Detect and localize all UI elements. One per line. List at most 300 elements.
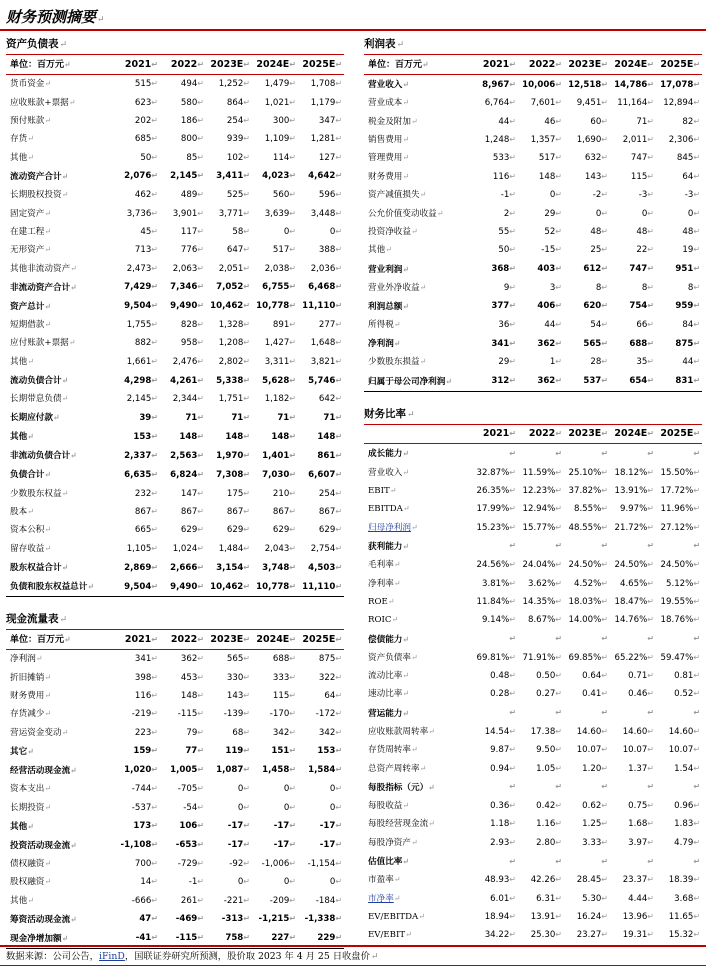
balance-cell: 1,751↵: [218, 394, 250, 405]
financial-ratios-table: [364, 405, 702, 946]
income-row-label-text: 税金及附加: [368, 116, 411, 127]
balance-cell-text: 6,468: [308, 282, 336, 293]
ratios-cell-text: 2.93: [490, 837, 510, 848]
ratios-cell-text: 15.23%: [476, 522, 510, 533]
balance-cell-text: 882: [134, 338, 152, 349]
ratios-cell: 14.54↵: [484, 726, 516, 737]
ratios-cell: 24.04%↵: [522, 560, 562, 571]
balance-cell-text: 45: [140, 226, 152, 237]
cashflow-row-label: 资本支出↵: [10, 784, 52, 795]
ratios-cell-text: 26.35%: [476, 485, 510, 496]
ratios-row: [364, 834, 702, 852]
balance-cell: 347↵: [318, 115, 343, 126]
balance-cell-text: 71: [323, 412, 336, 423]
cashflow-cell-text: 227: [271, 933, 290, 944]
ratios-row-label: 营运能力↵: [368, 707, 410, 719]
cashflow-row-label-text: 股权融资: [10, 877, 45, 888]
cashflow-cell-text: -170: [269, 709, 290, 720]
balance-cell-text: 4,503: [308, 562, 336, 573]
ratios-cell-text: 4.65%: [619, 578, 648, 589]
cashflow-row-label-text: 净利润: [10, 654, 36, 665]
balance-row-label: 其他非流动资产↵: [10, 263, 77, 274]
ratios-cell-text: 28.45: [576, 875, 602, 886]
income-cell: 362↵: [518, 372, 564, 392]
cashflow-cell-text: -1,215: [258, 914, 290, 925]
ratios-year-header: 2025E↵: [656, 425, 702, 444]
cashflow-cell-text: 0: [283, 784, 290, 795]
balance-cell: 202↵: [134, 115, 158, 126]
cashflow-cell: 148↵: [180, 690, 204, 701]
cashflow-cell: 688↵: [272, 654, 296, 665]
income-cell-text: 8: [687, 282, 694, 293]
ratios-cell-empty: ↵: [647, 708, 654, 718]
ratios-cell: 15.23%↵: [476, 522, 516, 533]
ratios-cell-text: 9.50: [536, 745, 556, 756]
balance-cell-text: 1,401: [262, 450, 290, 461]
ratios-row-label: 偿债能力↵: [368, 633, 410, 645]
balance-row: [6, 484, 344, 502]
balance-cell: 1,252↵: [218, 79, 250, 90]
income-cell-text: 60: [590, 116, 602, 127]
ratios-cell-empty: ↵: [601, 708, 608, 718]
balance-cell-text: 1,751: [218, 394, 244, 405]
ratios-cell-empty: ↵: [693, 708, 701, 718]
cashflow-cell-text: -17: [227, 840, 244, 851]
balance-cell: 2,344↵: [172, 394, 204, 405]
income-cell-text: 959: [675, 301, 694, 312]
ratios-cell-empty: ↵: [693, 634, 701, 644]
balance-row-label: 非流动负债合计↵: [10, 450, 77, 462]
income-cell-text: 36: [498, 320, 510, 331]
cashflow-cell: -92↵: [229, 858, 250, 869]
cashflow-cell-text: 0: [237, 877, 244, 888]
cashflow-cell-text: 159: [133, 746, 152, 757]
income-cell-text: 84: [682, 320, 694, 331]
balance-row-label: 其他↵: [10, 356, 34, 367]
ratios-row: [364, 519, 702, 537]
balance-row: [6, 130, 344, 148]
cashflow-year-header: 2025E↵: [298, 630, 344, 650]
balance-cell-text: 202: [134, 115, 152, 126]
income-cell: 747↵: [630, 153, 654, 164]
balance-cell: 148↵: [179, 431, 204, 442]
cashflow-cell-text: 688: [272, 654, 290, 665]
balance-cell: 2,563↵: [170, 450, 204, 461]
cashflow-cell-text: 1,087: [216, 765, 244, 776]
cashflow-row: [6, 798, 344, 816]
income-cell-text: -1: [500, 190, 510, 201]
ratios-row-label-text: 市净率: [368, 893, 394, 904]
balance-cell-text: 10,778: [256, 301, 290, 312]
income-cell-text: 29: [498, 357, 510, 368]
ratios-cell-empty: ↵: [555, 634, 562, 644]
ratios-row: [364, 667, 702, 685]
ratios-cell-empty: ↵: [693, 856, 701, 866]
balance-cell: 2,869↵: [124, 562, 158, 573]
balance-cell-text: 629: [272, 525, 290, 536]
balance-cell: 6,607↵: [308, 469, 343, 480]
income-cell-text: 341: [491, 338, 510, 349]
balance-cell: 800↵: [180, 134, 204, 145]
balance-cell: 10,462↵: [206, 577, 252, 597]
income-cell: 951↵: [675, 264, 701, 275]
cashflow-cell: -1,108↵: [120, 840, 158, 851]
cashflow-year-header: 2024E↵: [252, 630, 298, 650]
balance-row: [6, 93, 344, 111]
balance-row-label: 存货↵: [10, 134, 34, 145]
ratios-cell: 42.26↵: [530, 875, 562, 886]
income-row: [364, 279, 702, 297]
balance-cell: 6,635↵: [124, 469, 158, 480]
balance-row: [6, 427, 344, 446]
ratios-cell: 1.83↵: [674, 819, 701, 830]
ratios-cell-empty: ↵: [647, 541, 654, 551]
balance-cell-text: 4,261: [170, 375, 198, 386]
income-cell: 55↵: [498, 226, 516, 237]
income-cell-text: 406: [537, 301, 556, 312]
ratios-cell-text: 18.47%: [614, 596, 648, 607]
income-cell: 35↵: [636, 357, 654, 368]
ratios-cell-text: 71.91%: [522, 652, 556, 663]
ratios-row: [364, 685, 702, 703]
ratios-row-label-text: 每股净资产: [368, 837, 411, 848]
balance-cell-text: 623: [134, 97, 152, 108]
cashflow-cell: 322↵: [318, 672, 343, 683]
cashflow-cell-text: -1,154: [307, 858, 336, 869]
ratios-cell-text: 6.01: [490, 893, 510, 904]
ratios-cell: 8.55%↵: [573, 504, 608, 515]
ratios-cell: 2.93↵: [490, 837, 516, 848]
ratios-row: [364, 797, 702, 815]
balance-cell-text: 9,504: [124, 301, 152, 312]
ifind-link[interactable]: iFinD: [98, 951, 125, 962]
ratios-row-label-text: 应收账款周转率: [368, 726, 429, 737]
ratios-cell: 13.96↵: [622, 912, 654, 922]
cashflow-cell: -1,338↵: [304, 914, 343, 925]
cashflow-cell: -537↵: [131, 802, 158, 813]
balance-cell: 148↵: [225, 431, 250, 442]
income-cell-text: 831: [675, 376, 694, 387]
income-statement-table: [364, 35, 702, 392]
income-cell-text: 12,518: [568, 79, 602, 90]
balance-cell-text: 71: [185, 412, 198, 423]
income-row-label-text: 投资净收益: [368, 226, 411, 237]
balance-cell: 9,490↵: [170, 301, 204, 312]
ratios-cell-text: 5.12%: [666, 578, 694, 589]
ratios-cell-text: 48.55%: [568, 522, 602, 533]
ratios-cell: 2.80↵: [536, 837, 562, 848]
ratios-row-label: 市净率↵: [368, 893, 401, 904]
balance-year-header: 2022↵: [160, 55, 206, 75]
income-cell: 48↵: [636, 226, 654, 237]
ratios-cell-text: 11.65: [668, 912, 694, 922]
cashflow-cell: 0↵: [329, 784, 343, 795]
balance-cell-text: 867: [318, 507, 336, 518]
balance-row-label: 少数股东权益↵: [10, 488, 69, 499]
balance-cell: 525↵: [226, 190, 250, 201]
cashflow-year-header-text: 2021: [124, 633, 152, 645]
cashflow-cell-text: 453: [180, 672, 198, 683]
ratios-cell: 0.96↵: [674, 801, 701, 812]
income-cell: 9↵: [503, 282, 516, 293]
income-cell: 12,894↵: [663, 98, 701, 109]
balance-row-label-text: 应付账款+票据: [10, 338, 69, 349]
ratios-cell-text: 0.50: [536, 671, 556, 682]
income-cell: 1,248↵: [484, 134, 516, 145]
ratios-cell-text: 8.55%: [573, 504, 602, 515]
cashflow-cell: 0↵: [329, 802, 343, 813]
cashflow-cell-text: 0: [283, 802, 290, 813]
ratios-cell: 1.25↵: [582, 819, 608, 830]
ratios-cell-text: 10.07: [668, 745, 694, 756]
ratios-cell: 69.81%↵: [476, 652, 516, 663]
cashflow-cell-text: 1,005: [170, 765, 198, 776]
balance-row-label: 股本↵: [10, 507, 34, 518]
balance-cell-text: 254: [226, 115, 244, 126]
balance-cell-text: 1,427: [264, 338, 290, 349]
cashflow-cell: 64↵: [324, 690, 343, 701]
ratios-cell: 15.32↵: [656, 926, 702, 945]
income-row-label: 管理费用↵: [368, 153, 410, 164]
income-cell: 36↵: [498, 320, 516, 331]
ratios-cell: 0.41↵: [582, 689, 608, 700]
income-cell: 875↵: [675, 338, 701, 349]
cashflow-cell-text: 0: [329, 877, 336, 888]
balance-year-header: 2025E↵: [298, 55, 344, 75]
ratios-cell-text: 3.33: [582, 837, 602, 848]
balance-row-label: 其他↵: [10, 431, 34, 443]
income-row-label-text: 财务费用: [368, 171, 403, 182]
ratios-header-blank: [364, 425, 472, 444]
ratios-cell-text: 17.38: [530, 726, 556, 737]
balance-cell: 71↵: [323, 412, 343, 423]
income-cell: -3↵: [638, 190, 654, 201]
ratios-cell-text: 69.81%: [476, 652, 510, 663]
cashflow-row-label-text: 债权融资: [10, 858, 45, 869]
balance-cell: 560↵: [272, 190, 296, 201]
ratios-row-label: EBITDA↵: [368, 504, 410, 515]
balance-cell-text: 102: [226, 152, 244, 163]
income-cell: 1↵: [549, 357, 562, 368]
balance-cell: 629↵: [272, 525, 296, 536]
ratios-cell-text: 16.24: [576, 912, 602, 922]
balance-row: [6, 371, 344, 390]
balance-cell: 1,105↵: [126, 543, 158, 554]
income-year-header-text: 2022: [528, 58, 556, 70]
balance-cell: 882↵: [134, 338, 158, 349]
balance-cell: 1,179↵: [310, 97, 343, 108]
income-cell-text: 66: [636, 320, 648, 331]
cash-flow-table: [6, 610, 344, 949]
income-cell: 2,011↵: [622, 134, 654, 145]
ratios-cell: 24.50%↵: [568, 560, 608, 571]
balance-cell-text: 5,628: [262, 375, 290, 386]
income-row-label: 销售费用↵: [368, 134, 410, 145]
cashflow-row: [6, 742, 344, 761]
ratios-row-label-text: 每股收益: [368, 801, 403, 812]
cashflow-cell: -17↵: [273, 821, 296, 832]
cashflow-row-label: 其他↵: [10, 895, 34, 906]
balance-cell: 1,648↵: [310, 338, 343, 349]
cashflow-year-header: 2021↵: [114, 630, 160, 650]
balance-cell: 629↵: [318, 525, 343, 536]
income-cell: 8↵: [687, 282, 701, 293]
cashflow-row-label-text: 投资活动现金流: [10, 840, 71, 851]
balance-row-label-text: 其他: [10, 432, 28, 443]
income-cell-text: 148: [538, 171, 556, 182]
ratios-cell: 24.50%↵: [614, 560, 654, 571]
ratios-cell: 0.48↵: [490, 671, 516, 682]
cashflow-cell-text: -666: [131, 895, 152, 906]
income-cell: 0↵: [595, 208, 608, 219]
balance-cell-text: 7,429: [124, 282, 152, 293]
ratios-cell: 9.50↵: [536, 745, 562, 756]
cashflow-cell-text: 229: [317, 933, 336, 944]
balance-cell: 0↵: [329, 226, 343, 237]
cashflow-cell-text: 398: [134, 672, 152, 683]
cashflow-cell: 1,584↵: [308, 765, 343, 776]
balance-cell: 10,462↵: [210, 301, 250, 312]
balance-row-label-text: 非流动负债合计: [10, 451, 71, 462]
cashflow-cell-text: 342: [272, 727, 290, 738]
balance-cell-text: 642: [318, 394, 336, 405]
balance-row-label: 股东权益合计↵: [10, 562, 69, 574]
balance-cell-text: 2,563: [170, 450, 198, 461]
balance-row-label: 短期借款↵: [10, 320, 52, 331]
cashflow-cell: 1,020↵: [124, 765, 158, 776]
balance-cell-text: 11,110: [302, 301, 336, 312]
balance-row-label: 固定资产↵: [10, 208, 52, 219]
income-cell-text: 632: [584, 153, 602, 164]
balance-cell: 1,755↵: [126, 320, 158, 331]
ratios-row-label-text: 资产负债率: [368, 652, 411, 663]
ratios-cell: 14.60↵: [622, 726, 654, 737]
balance-cell: 891↵: [272, 320, 296, 331]
ratios-cell-empty: ↵: [693, 541, 701, 551]
cashflow-cell: -139↵: [223, 709, 250, 720]
footer-source: 数据来源：公司公告，iFinD，国联证券研究所预测，股价取 2023 年 4 月 25 日收盘价↵: [6, 951, 379, 962]
ratios-row-label: 存货周转率↵: [368, 745, 418, 756]
income-cell-text: 82: [682, 116, 694, 127]
cashflow-cell: -17↵: [227, 840, 250, 851]
ratios-cell: 14.35%↵: [522, 596, 562, 607]
income-cell-text: 533: [492, 153, 510, 164]
income-row-label: 营业利润↵: [368, 263, 410, 275]
cashflow-cell: 173↵: [133, 821, 158, 832]
ratios-row-label-text: 每股指标（元）: [368, 782, 429, 793]
ratios-cell: 3.68↵: [674, 893, 701, 904]
income-row-label: 税金及附加↵: [368, 116, 418, 127]
balance-cell: 629↵: [180, 525, 204, 536]
balance-cell-text: 2,043: [264, 543, 290, 554]
cashflow-cell-text: 14: [140, 877, 152, 888]
balance-cell: 148↵: [317, 431, 343, 442]
income-cell-text: 10,006: [522, 79, 556, 90]
cashflow-cell: -17↵: [227, 821, 250, 832]
income-year-header: 2024E↵: [610, 55, 656, 75]
income-row: [364, 334, 702, 353]
balance-cell-text: 1,109: [264, 134, 290, 145]
ratios-row-label-text: 成长能力: [368, 449, 403, 460]
balance-cell: 117↵: [180, 226, 204, 237]
cashflow-year-header: 2022↵: [160, 630, 206, 650]
balance-cell-text: 5,746: [308, 375, 336, 386]
cashflow-cell-text: 116: [134, 690, 152, 701]
ratios-cell-empty: ↵: [509, 708, 516, 718]
income-cell-text: 25: [590, 245, 602, 256]
balance-row-label-text: 流动资产合计: [10, 171, 62, 182]
ratios-cell: 11.65↵: [668, 912, 701, 922]
ratios-row-label-text: 市盈率: [368, 875, 394, 886]
ratios-cell: 9.87↵: [490, 745, 516, 756]
income-cell-text: 29: [544, 208, 556, 219]
balance-cell: 2,337↵: [124, 450, 158, 461]
ratios-cell-empty: ↵: [693, 448, 701, 458]
balance-row-label: 资产总计↵: [10, 300, 52, 312]
balance-row-label: 货币资金↵: [10, 79, 52, 90]
income-cell-text: 14,786: [614, 79, 648, 90]
cashflow-cell: 159↵: [133, 746, 158, 757]
ratios-cell-text: 0.27: [536, 689, 556, 700]
income-cell-text: 0: [687, 208, 694, 219]
income-row-label-text: 营业成本: [368, 98, 403, 109]
balance-cell-text: 6,755: [262, 282, 290, 293]
cashflow-cell: -219↵: [131, 709, 158, 720]
ratios-cell: 27.12%↵: [660, 522, 701, 533]
income-cell-text: 22: [636, 245, 648, 256]
ratios-cell: 0.50↵: [536, 671, 562, 682]
balance-cell: 867↵: [226, 507, 250, 518]
ratios-cell: 5.30↵: [582, 893, 608, 904]
balance-cell: 1,281↵: [310, 134, 343, 145]
balance-cell: 277↵: [318, 320, 343, 331]
ratios-cell-empty: ↵: [555, 708, 562, 718]
cashflow-cell: -115↵: [177, 709, 204, 720]
cashflow-cell-text: 148: [180, 690, 198, 701]
balance-cell-text: 685: [134, 134, 152, 145]
income-cell-text: 2: [503, 208, 510, 219]
income-cell-text: 17,078: [660, 79, 694, 90]
balance-cell-text: 7,346: [170, 282, 198, 293]
balance-row-label-text: 其他: [10, 152, 28, 163]
cashflow-cell-text: -17: [227, 821, 244, 832]
balance-cell: 9,504↵: [114, 577, 160, 597]
balance-row-label-text: 股本: [10, 507, 28, 518]
ratios-cell-empty: ↵: [509, 541, 516, 551]
ratios-cell: 18.47%↵: [614, 596, 654, 607]
footer-rule: [0, 945, 706, 947]
balance-cell: 3,154↵: [216, 562, 250, 573]
balance-cell-text: 462: [134, 190, 152, 201]
cashflow-cell-text: -115: [177, 709, 198, 720]
balance-cell: 11,110↵: [302, 301, 343, 312]
cashflow-cell-text: 0: [329, 784, 336, 795]
ratios-cell-text: 18.94: [484, 912, 510, 922]
cashflow-row-label-text: 筹资活动现金流: [10, 914, 71, 925]
income-year-header-text: 2023E: [568, 58, 602, 70]
income-cell: 115↵: [630, 171, 654, 182]
balance-cell: 254↵: [226, 115, 250, 126]
income-cell-text: 48: [590, 226, 602, 237]
ratios-row: [364, 871, 702, 889]
cashflow-cell: -221↵: [223, 895, 250, 906]
income-cell: 831↵: [656, 372, 702, 392]
income-cell: 0↵: [641, 208, 654, 219]
cashflow-cell-text: -17: [319, 840, 336, 851]
ratios-row-label-text: 偿债能力: [368, 634, 403, 645]
income-unit-label-text: 单位：百万元: [368, 60, 423, 70]
ratios-cell-text: 65.22%: [614, 652, 648, 663]
